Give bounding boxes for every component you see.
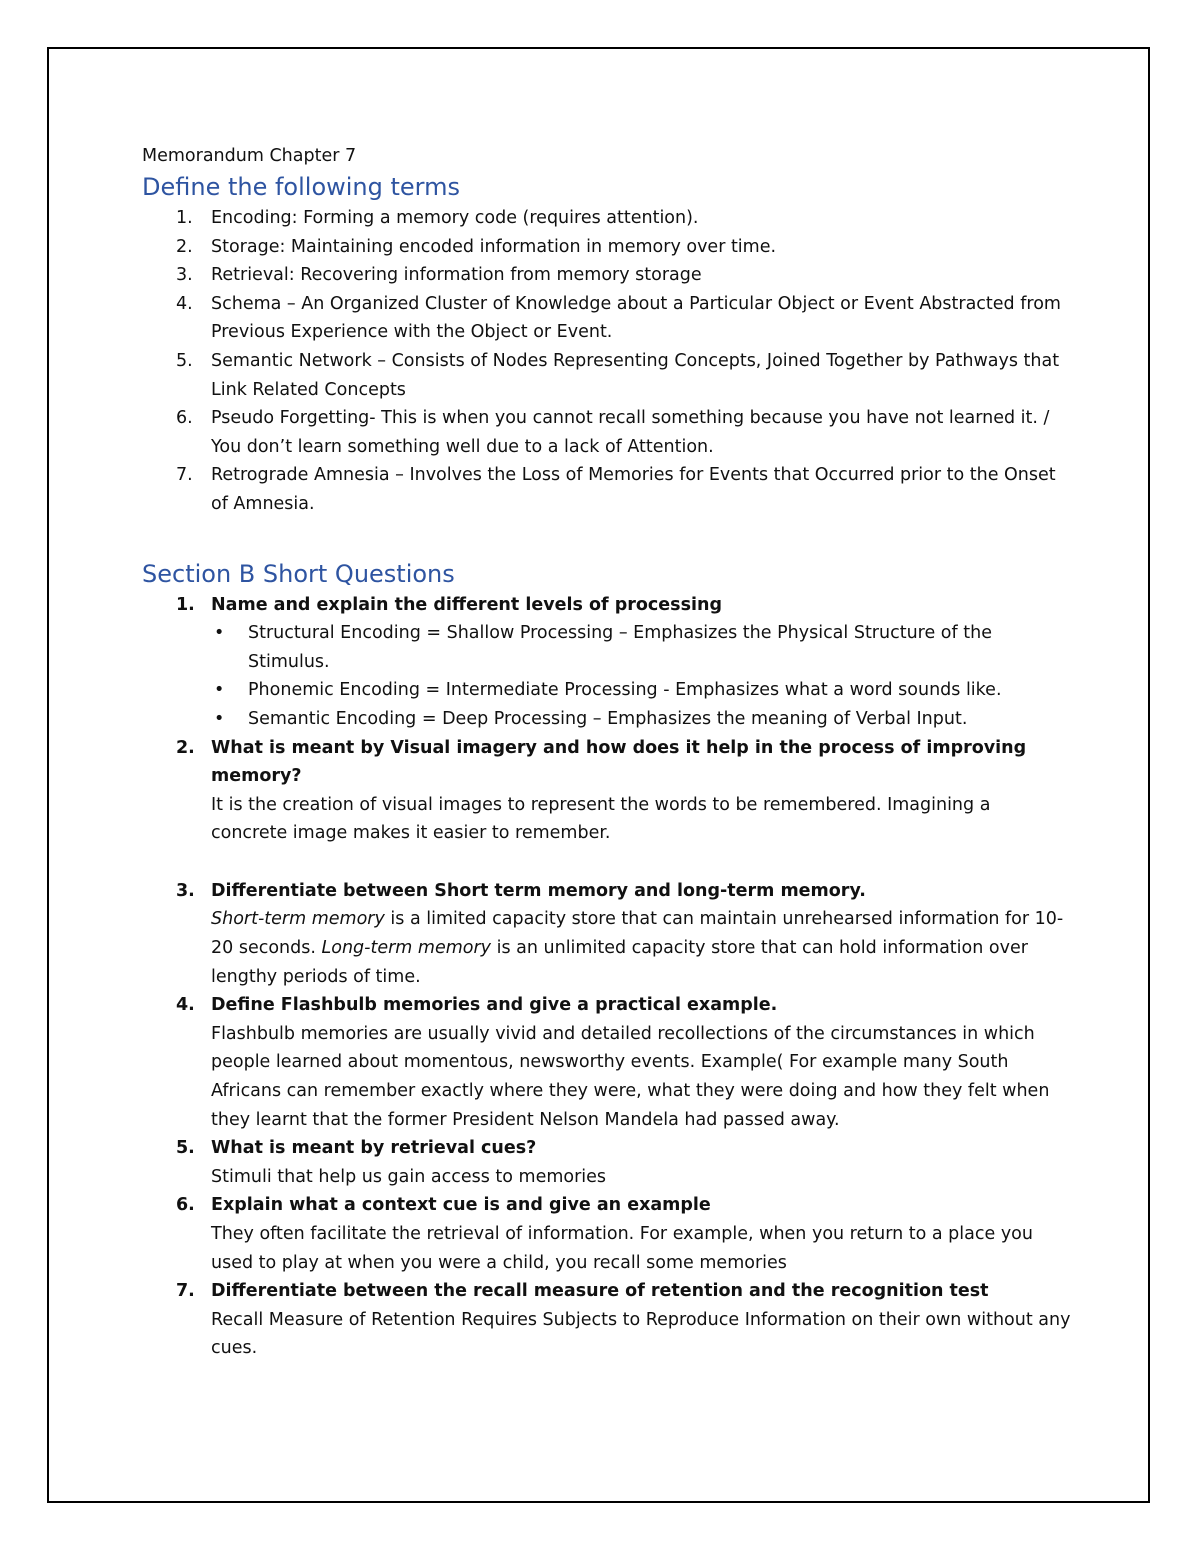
question-item [142,1191,1072,1277]
item-number: 6. [176,408,193,429]
item-number: 3. [176,265,193,286]
item-number: 5. [176,350,193,371]
question-text: What is meant by retrieval cues? [211,1138,537,1159]
item-number: 1. [176,594,195,615]
bullet-text: Semantic Encoding = Deep Processing – Emphasizes the meaning of Verbal Input. [248,708,968,729]
question-text: Differentiate between the recall measure of retention and the recognition test [211,1281,989,1302]
bullet-text: Phonemic Encoding = Intermediate Processing - Emphasizes what a word sounds like. [248,680,1002,701]
definition-item [142,404,1072,461]
item-number: 1. [176,208,193,228]
bullet-item [142,676,1072,705]
answer-text-part: is a limited capacity store that can maintain unrehearsed information for 10-20 seconds. [211,909,1064,959]
question-text: Explain what a context cue is and give an example [211,1195,711,1216]
item-number: 2. [176,236,193,257]
question-text: Name and explain the different levels of processing [211,594,722,615]
processing-levels-list [142,619,1072,733]
questions-list-continued [142,734,1072,1363]
item-number: 4. [176,293,193,314]
bullet-icon: • [214,623,225,644]
answer-text: Flashbulb memories are usually vivid and detailed recollections of the circumstances in which people learned about momentous, newsworthy events. Example( For example many South Africans can remember exactly where they were, what they were doing and how they felt when they learnt that the former President Nelson Mandela had passed away. [211,1023,1050,1130]
definition-text: Retrieval: Recovering information from memory storage [211,265,702,286]
item-number: 3. [176,880,195,901]
question-item [142,1134,1072,1191]
bullet-text: Structural Encoding = Shallow Processing – Emphasizes the Physical Structure of the Stimulus. [248,623,992,672]
answer-text: They often facilitate the retrieval of information. For example, when you return to a place you used to play at when you were a child, you recall some memories [211,1224,1033,1273]
definition-item [142,347,1072,404]
term-long-term-memory: Long-term memory [321,938,492,959]
question-item [142,1277,1072,1363]
answer-text [211,905,1072,991]
item-number: 7. [176,1281,195,1302]
definition-text: Semantic Network – Consists of Nodes Representing Concepts, Joined Together by Pathways that Link Related Concepts [211,350,1060,400]
question-text: Define Flashbulb memories and give a practical example. [211,995,778,1016]
definition-item [142,204,1072,233]
section-b-heading: Section B Short Questions [142,559,455,588]
definition-text: Storage: Maintaining encoded information in memory over time. [211,236,777,257]
document-title: Memorandum Chapter 7 [142,146,357,166]
item-number: 4. [176,995,195,1016]
section-a-heading: Define the following terms [142,173,461,201]
definition-text: Schema – An Organized Cluster of Knowledge about a Particular Object or Event Abstracted from Previous Experience with the Object or Event. [211,293,1061,343]
item-number: 2. [176,737,195,758]
spacer [142,848,1072,877]
definition-item [142,461,1072,518]
document-body [142,142,1072,1363]
bullet-icon: • [214,680,225,701]
answer-text-part: is an unlimited capacity store that can hold information over lengthy periods of time. [211,938,1028,987]
bullet-icon: • [214,708,225,729]
term-short-term-memory: Short-term memory [211,909,385,930]
question-item [142,991,1072,1134]
definition-text: Retrograde Amnesia – Involves the Loss of Memories for Events that Occurred prior to the Onset of Amnesia. [211,465,1056,514]
definition-text: Pseudo Forgetting- This is when you cannot recall something because you have not learned it. / You don’t learn something well due to a lack of Attention. [211,408,1050,457]
item-number: 7. [176,465,193,486]
definition-item [142,233,1072,262]
answer-text: It is the creation of visual images to represent the words to be remembered. Imagining a concrete image makes it easier to remember. [211,794,991,844]
definition-item [142,290,1072,347]
bullet-item [142,705,1072,734]
answer-text: Stimuli that help us gain access to memories [211,1166,607,1187]
bullet-item [142,619,1072,676]
question-text: What is meant by Visual imagery and how does it help in the process of improving memory? [211,737,1027,787]
item-number: 6. [176,1195,195,1216]
definitions-list [142,204,1072,519]
question-item [142,877,1072,991]
question-text: Differentiate between Short term memory and long-term memory. [211,880,866,901]
answer-text: Recall Measure of Retention Requires Subjects to Reproduce Information on their own without any cues. [211,1309,1071,1359]
question-item [142,734,1072,848]
question-item [142,591,1072,620]
definition-text: Encoding: Forming a memory code (requires attention). [211,208,699,228]
item-number: 5. [176,1138,195,1159]
questions-list [142,591,1072,620]
definition-item [142,261,1072,290]
